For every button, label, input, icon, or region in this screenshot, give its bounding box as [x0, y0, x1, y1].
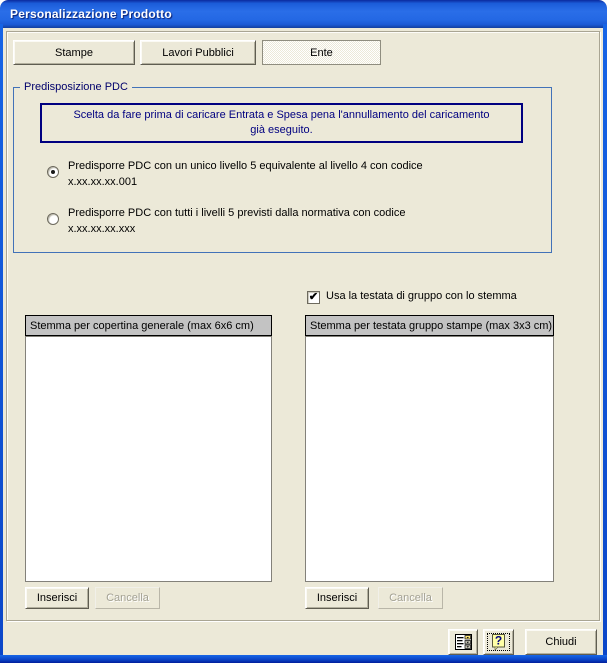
- left-inserisci-button[interactable]: Inserisci: [25, 587, 89, 609]
- tab-ente[interactable]: Ente: [262, 40, 381, 65]
- radio-1-code: x.xx.xx.xx.001: [68, 176, 138, 188]
- checkbox-usa-testata[interactable]: ✔: [308, 291, 319, 303]
- window-border-bottom: [0, 655, 607, 663]
- left-panel-header: Stemma per copertina generale (max 6x6 cm): [25, 315, 272, 336]
- tab-lavori-pubblici[interactable]: Lavori Pubblici: [140, 40, 256, 65]
- window-title: Personalizzazione Prodotto: [10, 7, 172, 21]
- radio-2-text: Predisporre PDC con tutti i livelli 5 previsti dalla normativa con codice: [68, 207, 406, 219]
- pdc-warning-box: [40, 103, 523, 143]
- checkbox-usa-testata-label[interactable]: Usa la testata di gruppo con lo stemma: [326, 290, 517, 302]
- window-border-right: [603, 24, 607, 663]
- radio-unico-livello[interactable]: [47, 166, 59, 178]
- right-cancella-button[interactable]: Cancella: [378, 587, 443, 609]
- radio-tutti-livelli-label[interactable]: [68, 205, 538, 237]
- window-border-left: [0, 24, 3, 663]
- help-button[interactable]: [483, 629, 514, 655]
- radio-tutti-livelli[interactable]: [47, 213, 59, 225]
- right-stemma-imagebox[interactable]: [305, 336, 554, 582]
- groupbox-title: Predisposizione PDC: [20, 81, 132, 93]
- left-cancella-button[interactable]: Cancella: [95, 587, 160, 609]
- pdc-structure-button[interactable]: [448, 629, 478, 655]
- title-bar: [0, 0, 607, 28]
- pdc-warning-text: Scelta da fare prima di caricare Entrata e Spesa pena l'annullamento del caricamento già eseguito.: [73, 109, 490, 136]
- tab-stampe[interactable]: Stampe: [13, 40, 135, 65]
- left-stemma-imagebox[interactable]: [25, 336, 272, 582]
- radio-2-code: x.xx.xx.xx.xxx: [68, 223, 136, 235]
- right-inserisci-button[interactable]: Inserisci: [305, 587, 369, 609]
- svg-text:?: ?: [494, 633, 503, 647]
- radio-1-text: Predisporre PDC con un unico livello 5 equivalente al livello 4 con codice: [68, 160, 423, 172]
- chiudi-button[interactable]: Chiudi: [525, 629, 597, 655]
- form-grid-icon: [455, 634, 472, 650]
- radio-unico-livello-label[interactable]: [68, 158, 538, 190]
- question-mark-icon: [491, 634, 506, 651]
- right-panel-header: Stemma per testata gruppo stampe (max 3x3 cm): [305, 315, 554, 336]
